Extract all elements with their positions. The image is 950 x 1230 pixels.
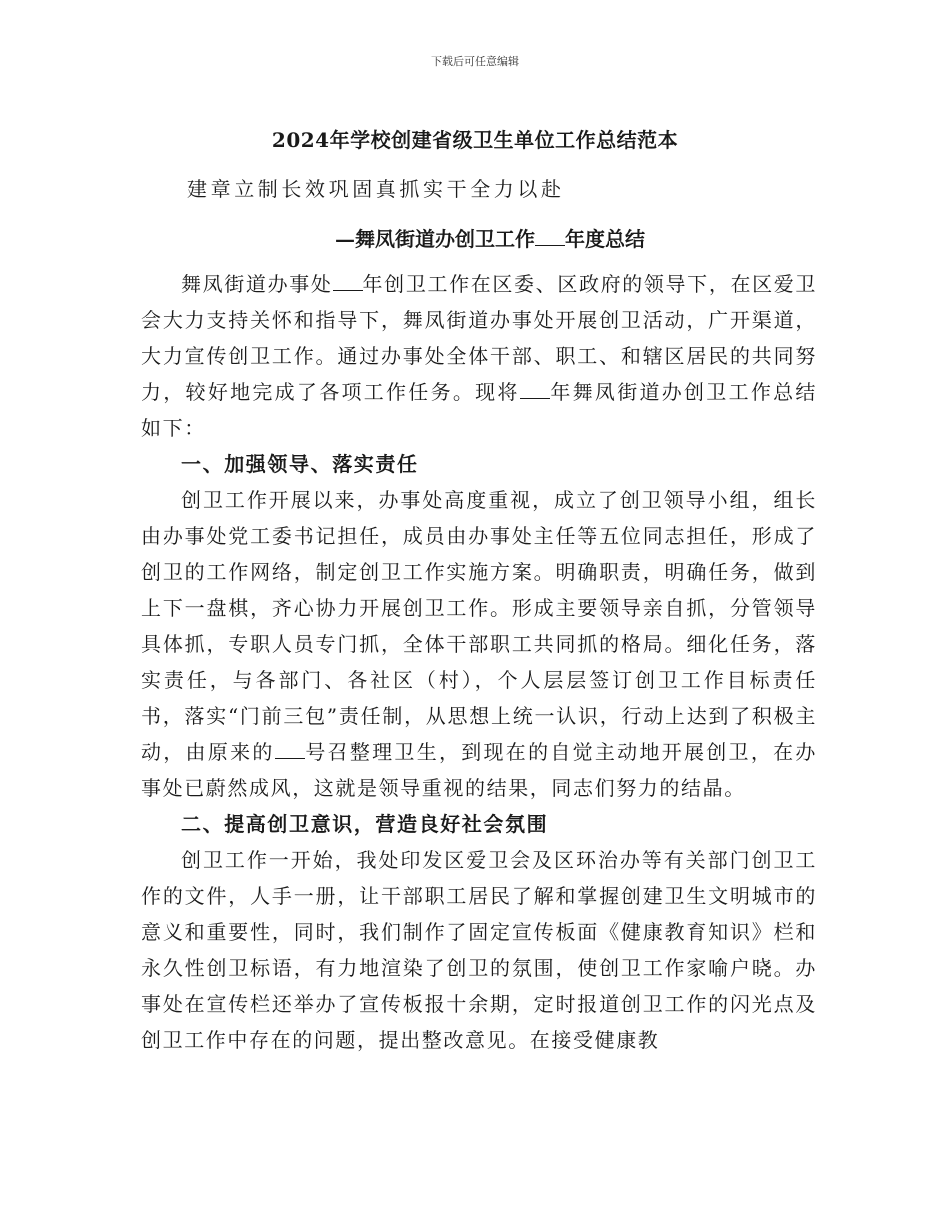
document-title: 2024年学校创建省级卫生单位工作总结范本 [271, 128, 679, 152]
section-1-heading: 一、加强领导、落实责任 [181, 452, 419, 476]
section-1-text-1: 创卫工作开展以来，办事处高度重视，成立了创卫领导小组，组长由办事处党工委书记担任，成员由办事处主任等五位同志担任，形成了创卫的工作网络，制定创卫工作实施方案。明确职责，明确任务，做到上下一盘棋，齐心协力开展创卫工作。形成主要领导亲自抓，分管领导具体抓，专职人员专门抓，全体干部职工共同抓的格局。细化任务，落实责任，与各部门、各社区（村），个人层层签订创卫工作目标责任书，落实“门前三包”责任制，从思想上统一认识，行动上达到了积极主动，由原来的 [141, 488, 817, 764]
intro-text-3: 年舞凤街道办创卫工作总结如下： [141, 380, 817, 440]
blank-underline [520, 380, 550, 399]
document-body [141, 266, 817, 1058]
section-2-paragraph: 创卫工作一开始，我处印发区爱卫会及区环治办等有关部门创卫工作的文件，人手一册，让干部职工居民了解和掌握创建卫生文明城市的意义和重要性，同时，我们制作了固定宣传板面《健康教育知识》栏和永久性创卫标语，有力地渲染了创卫的氛围，使创卫工作家喻户晓。办事处在宣传栏还举办了宣传板报十余期，定时报道创卫工作的闪光点及创卫工作中存在的问题，提出整改意见。在接受健康教 [141, 848, 817, 1052]
intro-text-1: 舞凤街道办事处 [181, 272, 333, 296]
intro-text-2: 年创卫工作在区委、区政府的领导下，在区爱卫会大力支持关怀和指导下，舞凤街道办事处开展创卫活动，广开渠道，大力宣传创卫工作。通过办事处全体干部、职工、和辖区居民的共同努力，较好地完成了各项工作任务。现将 [141, 272, 817, 404]
section-1-text-2: 号召整理卫生，到现在的自觉主动地开展创卫，在办事处已蔚然成风，这就是领导重视的结果，同志们努力的结晶。 [141, 740, 817, 800]
blank-underline [275, 740, 305, 759]
subtitle-slogan: 建章立制长效巩固真抓实干全力以赴 [187, 177, 565, 201]
subtitle-report [0, 223, 950, 252]
section-2-heading: 二、提高创卫意识，营造良好社会氛围 [181, 812, 549, 836]
blank-underline [535, 227, 565, 246]
section-1-paragraph [141, 482, 817, 806]
header-note: 下载后可任意编辑 [431, 55, 519, 68]
blank-underline [333, 272, 363, 291]
subtitle-report-prefix: —舞凤街道办创卫工作 [335, 227, 535, 251]
intro-paragraph [141, 266, 817, 446]
subtitle-report-suffix: 年度总结 [565, 227, 645, 251]
